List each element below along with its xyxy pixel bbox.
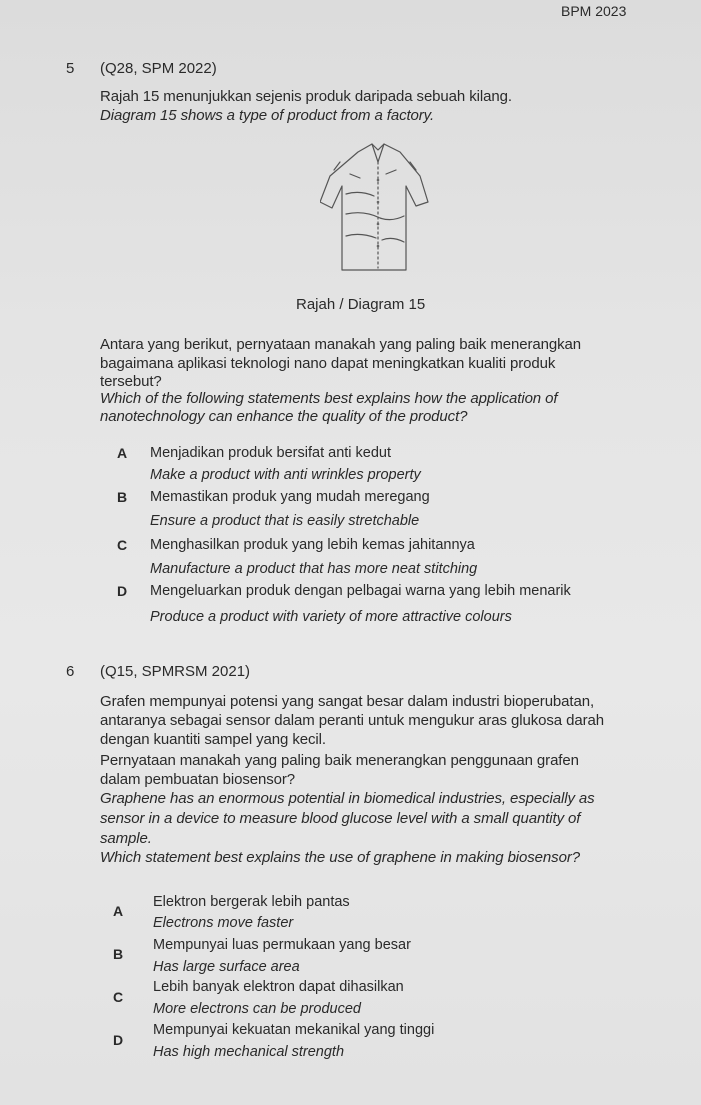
q6-option-c-english: More electrons can be produced bbox=[153, 1001, 361, 1017]
q6-option-a-malay: Elektron bergerak lebih pantas bbox=[153, 894, 350, 910]
q5-option-b-malay: Memastikan produk yang mudah meregang bbox=[150, 489, 430, 505]
q6-option-d-english: Has high mechanical strength bbox=[153, 1044, 345, 1060]
q5-option-a-english: Make a product with anti wrinkles property bbox=[150, 467, 421, 483]
q6-english-line-2: sensor in a device to measure blood glucose level with a small quantity of bbox=[100, 810, 581, 827]
shirt-diagram bbox=[320, 140, 440, 280]
q6-malay-line-4: Pernyataan manakah yang paling baik menerangkan penggunaan grafen bbox=[100, 752, 579, 769]
q5-option-a-letter[interactable]: A bbox=[117, 445, 128, 461]
q5-option-b-english: Ensure a product that is easily stretchable bbox=[150, 513, 420, 529]
q6-option-b-letter[interactable]: B bbox=[113, 946, 124, 962]
q5-option-b-letter[interactable]: B bbox=[117, 489, 128, 505]
q5-question-english-line-1: Which of the following statements best explains how the application of bbox=[100, 390, 558, 407]
q5-question-malay-line-2: bagaimana aplikasi teknologi nano dapat meningkatkan kualiti produk bbox=[100, 355, 556, 372]
q6-option-c-malay: Lebih banyak elektron dapat dihasilkan bbox=[153, 979, 404, 995]
q5-question-english-line-2: nanotechnology can enhance the quality of the product? bbox=[100, 408, 468, 425]
q6-option-d-letter[interactable]: D bbox=[113, 1032, 124, 1048]
q5-intro-malay: Rajah 15 menunjukkan sejenis produk daripada sebuah kilang. bbox=[100, 88, 512, 105]
q6-english-line-4: Which statement best explains the use of graphene in making biosensor? bbox=[100, 849, 580, 866]
diagram-15-caption: Rajah / Diagram 15 bbox=[296, 296, 426, 313]
q5-option-d-english: Produce a product with variety of more attractive colours bbox=[150, 609, 512, 625]
q6-malay-line-3: dengan kuantiti sampel yang kecil. bbox=[100, 731, 326, 748]
question-5-number: 5 bbox=[66, 60, 75, 77]
q5-option-a-malay: Menjadikan produk bersifat anti kedut bbox=[150, 445, 392, 461]
question-6-number: 6 bbox=[66, 663, 75, 680]
q6-option-a-english: Electrons move faster bbox=[153, 915, 294, 931]
q6-malay-line-2: antaranya sebagai sensor dalam peranti untuk mengukur aras glukosa darah bbox=[100, 712, 604, 729]
q6-english-line-1: Graphene has an enormous potential in biomedical industries, especially as bbox=[100, 790, 595, 807]
q6-malay-line-1: Grafen mempunyai potensi yang sangat besar dalam industri bioperubatan, bbox=[100, 693, 595, 710]
q5-option-d-malay: Mengeluarkan produk dengan pelbagai warna yang lebih menarik bbox=[150, 583, 571, 599]
q6-option-a-letter[interactable]: A bbox=[113, 903, 124, 919]
question-5-source: (Q28, SPM 2022) bbox=[100, 60, 217, 77]
q5-question-malay-line-3: tersebut? bbox=[100, 373, 162, 390]
question-6-source: (Q15, SPMRSM 2021) bbox=[100, 663, 251, 680]
q5-option-d-letter[interactable]: D bbox=[117, 583, 128, 599]
q6-option-b-english: Has large surface area bbox=[153, 959, 300, 975]
q6-option-b-malay: Mempunyai luas permukaan yang besar bbox=[153, 937, 411, 953]
q6-option-d-malay: Mempunyai kekuatan mekanikal yang tinggi bbox=[153, 1022, 435, 1038]
page-header-code: BPM 2023 bbox=[561, 3, 627, 19]
q5-intro-english: Diagram 15 shows a type of product from a factory. bbox=[100, 107, 435, 124]
q6-option-c-letter[interactable]: C bbox=[113, 989, 124, 1005]
q6-english-line-3: sample. bbox=[100, 830, 152, 847]
q5-question-malay-line-1: Antara yang berikut, pernyataan manakah yang paling baik menerangkan bbox=[100, 336, 582, 353]
q5-option-c-letter[interactable]: C bbox=[117, 537, 128, 553]
q5-option-c-malay: Menghasilkan produk yang lebih kemas jahitannya bbox=[150, 537, 475, 553]
q6-malay-line-5: dalam pembuatan biosensor? bbox=[100, 771, 296, 788]
q5-option-c-english: Manufacture a product that has more neat stitching bbox=[150, 561, 478, 577]
